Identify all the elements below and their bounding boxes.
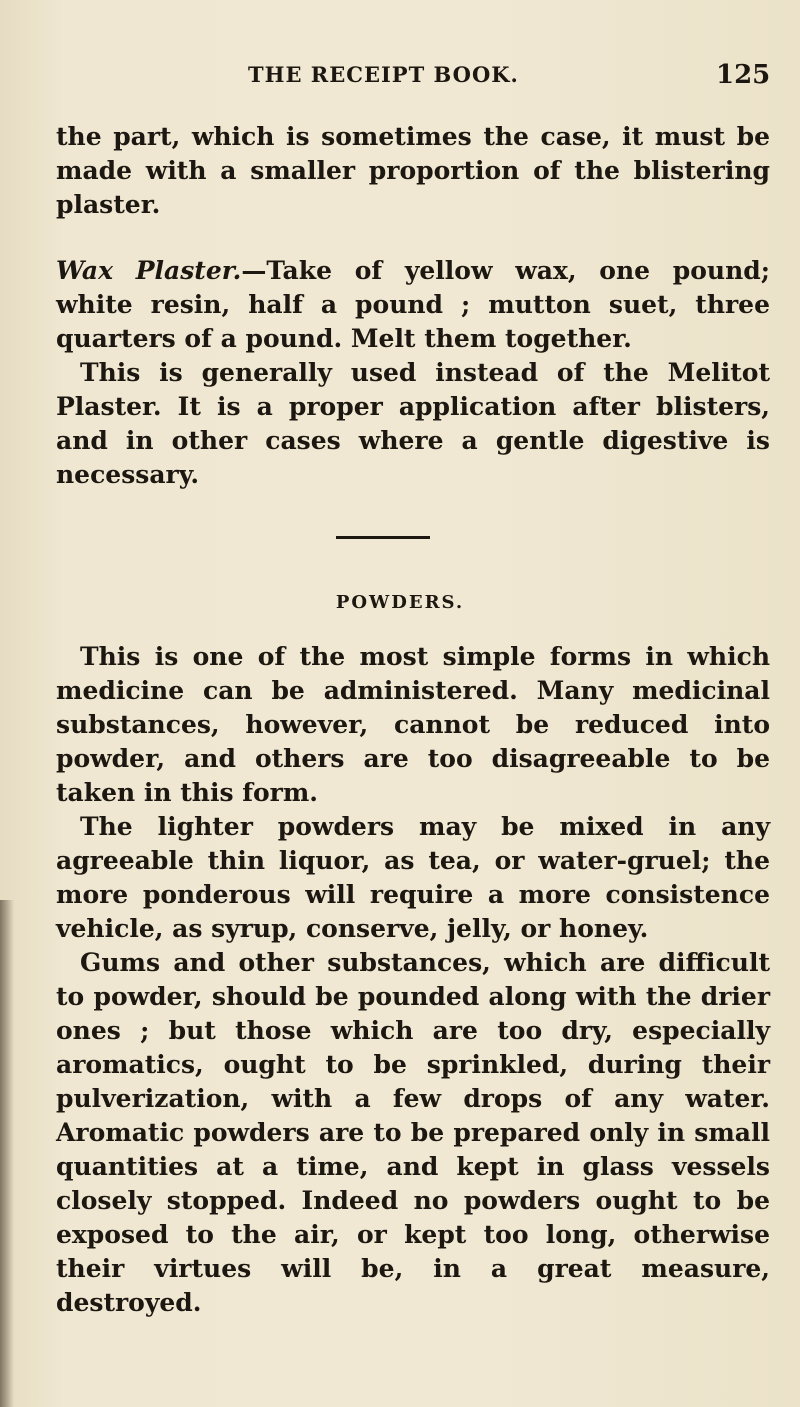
powders-paragraph: Gums and other substances, which are difficult to powder, should be pounded along with the drier ones ; but those which are too dry, especially aromatics, ought to be sprinkled, during their pulverization, with a few drops of any water. Aromatic powders are to be prepared only in small quantities at a time, and kept in glass vessels closely stopped. Indeed no powders ought to be exposed to the air, or kept too long, otherwise their virtues will be, in a great measure, destroyed. — [56, 948, 770, 1317]
section-heading: POWDERS. — [335, 592, 465, 613]
section-divider — [336, 536, 430, 539]
powders-section — [56, 640, 770, 1320]
wax-plaster-note: This is generally used instead of the Melitot Plaster. It is a proper application after blisters, and in other cases where a gentle digestive is necessary. — [56, 358, 770, 489]
powders-paragraph: This is one of the most simple forms in which medicine can be administered. Many medicinal substances, however, cannot be reduced into powder, and others are too disagreeable to be taken in this form. — [56, 642, 770, 807]
running-head: THE RECEIPT BOOK. — [248, 62, 519, 87]
page-header — [0, 60, 800, 100]
page-number: 125 — [716, 60, 771, 90]
powders-paragraph: The lighter powders may be mixed in any agreeable thin liquor, as tea, or water-gruel; the more ponderous will require a more consistence vehicle, as syrup, conserve, jelly, or honey. — [56, 812, 770, 943]
wax-plaster-recipe: —Take of yellow wax, one pound; white resin, half a pound ; mutton suet, three quarters of a pound. Melt them together. — [56, 256, 770, 353]
continuation-text: the part, which is sometimes the case, it must be made with a smaller proportion of the blistering plaster. — [56, 122, 770, 219]
wax-plaster-section — [56, 254, 770, 492]
wax-plaster-recipe-paragraph — [56, 254, 770, 356]
gutter-shadow — [0, 900, 14, 1407]
continuation-paragraph — [56, 120, 770, 222]
wax-plaster-title: Wax Plaster. — [56, 256, 242, 285]
